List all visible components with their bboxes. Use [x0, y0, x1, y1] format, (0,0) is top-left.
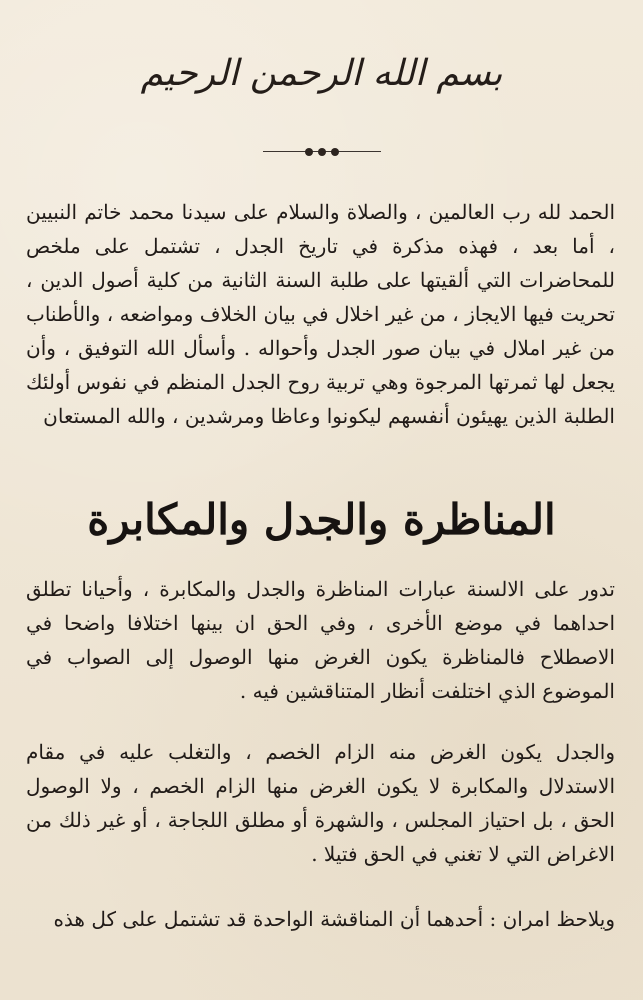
body-paragraph-1: تدور على الالسنة عبارات المناظرة والجدل والمكابرة ، وأحيانا تطلق احداهما في موضع الأخرى ، وفي الحق ان بينها اختلافا واضحا في الاصطلاح فالمناظرة يكون الغرض منها الوصول إلى الصواب في الموضوع الذي اختلفت أنظار المتناقشين فيه . [26, 577, 615, 703]
basmala-heading: بسم الله الرحمن الرحيم [140, 53, 503, 94]
section-title: المناظرة والجدل والمكابرة [87, 495, 556, 544]
decorative-divider [263, 147, 381, 157]
body-paragraph-2: والجدل يكون الغرض منه الزام الخصم ، والتغلب عليه في مقام الاستدلال والمكابرة لا يكون الغرض منها الزام الخصم ، ولا الوصول الحق ، بل احتياز المجلس ، والشهرة أو مطلق اللجاجة ، أو غير ذلك من الاغراض التي لا تغني في الحق فتيلا . [26, 740, 615, 866]
divider-dot [331, 148, 339, 156]
divider-dot [305, 148, 313, 156]
body-paragraph-3: ويلاحظ امران : أحدهما أن المناقشة الواحدة قد تشتمل على كل هذه [53, 907, 615, 931]
intro-paragraph: الحمد لله رب العالمين ، والصلاة والسلام على سيدنا محمد خاتم النبيين ، أما بعد ، فهذه مذكرة في تاريخ الجدل ، تشتمل على ملخص للمحاضرات التي ألقيتها على طلبة السنة الثانية من كلية أصول الدين ، تحريت فيها الايجاز ، من غير اخلال في بيان الخلاف ومواضعه ، والأطناب من غير املال في بيان صور الجدل وأحواله . وأسأل الله التوفيق ، وأن يجعل لها ثمرتها المرجوة وهي تربية روح الجدل المنظم في نفوس أولئك الطلبة الذين يهيئون أنفسهم ليكونوا وعاظا ومرشدين ، والله المستعان [26, 200, 615, 428]
divider-dot [318, 148, 326, 156]
